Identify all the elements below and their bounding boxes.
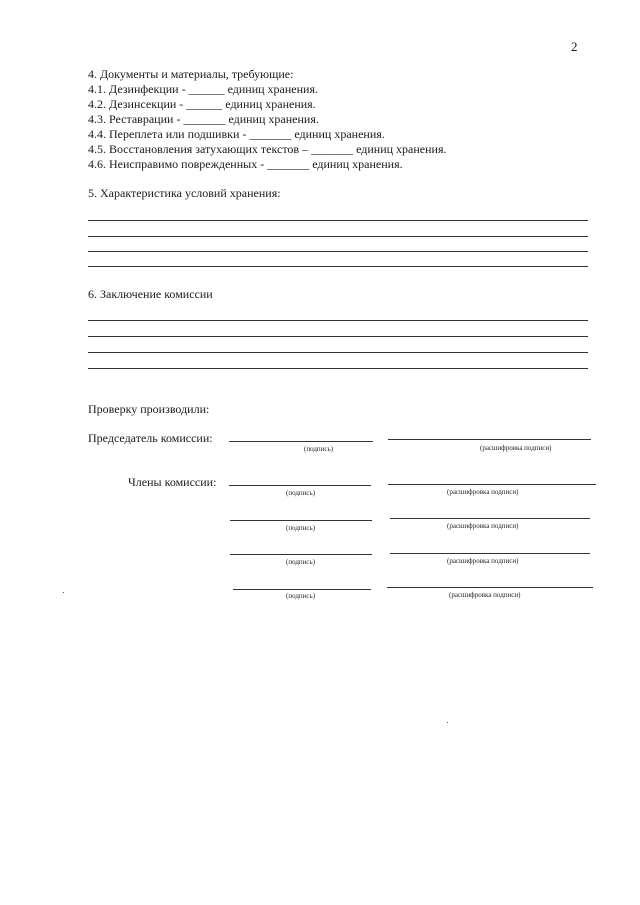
scan-speck — [63, 592, 64, 593]
member-1-signature-caption: (подпись) — [286, 489, 316, 497]
chair-label: Председатель комиссии: — [88, 431, 213, 445]
section-6-heading: 6. Заключение комиссии — [88, 287, 213, 301]
storage-conditions-line-4 — [88, 266, 588, 267]
section-4-item-1: 4.1. Дезинфекции - ______ единиц хранения. — [88, 82, 318, 96]
member-4-decoding-caption: (расшифровка подписи) — [449, 591, 521, 599]
section-4-item-3: 4.3. Реставрации - _______ единиц хранения. — [88, 112, 319, 126]
section-4-item-2: 4.2. Дезинсекции - ______ единиц хранения. — [88, 97, 316, 111]
member-3-signature-caption: (подпись) — [286, 558, 316, 566]
member-4-decoding-line — [387, 587, 593, 588]
section-4-item-4: 4.4. Переплета или подшивки - _______ единиц хранения. — [88, 127, 385, 141]
conclusion-line-2 — [88, 336, 588, 337]
member-2-decoding-caption: (расшифровка подписи) — [447, 522, 519, 530]
member-4-signature-line — [233, 589, 371, 590]
scan-speck — [447, 722, 448, 723]
member-2-signature-line — [230, 520, 372, 521]
conclusion-line-1 — [88, 320, 588, 321]
section-4-item-6: 4.6. Неисправимо поврежденных - _______ единиц хранения. — [88, 157, 403, 171]
members-label: Члены комиссии: — [128, 475, 217, 489]
member-1-decoding-caption: (расшифровка подписи) — [447, 488, 519, 496]
storage-conditions-line-2 — [88, 236, 588, 237]
member-4-signature-caption: (подпись) — [286, 592, 316, 600]
storage-conditions-line-1 — [88, 220, 588, 221]
chair-signature-caption: (подпись) — [304, 445, 334, 453]
conclusion-line-4 — [88, 368, 588, 369]
storage-conditions-line-3 — [88, 251, 588, 252]
member-1-decoding-line — [388, 484, 596, 485]
chair-signature-line — [229, 441, 373, 442]
inspection-intro: Проверку производили: — [88, 402, 210, 416]
chair-decoding-caption: (расшифровка подписи) — [480, 444, 552, 452]
member-2-decoding-line — [390, 518, 590, 519]
chair-decoding-line — [388, 439, 591, 440]
section-5-heading: 5. Характеристика условий хранения: — [88, 186, 281, 200]
member-2-signature-caption: (подпись) — [286, 524, 316, 532]
section-4-heading: 4. Документы и материалы, требующие: — [88, 67, 294, 81]
member-3-decoding-caption: (расшифровка подписи) — [447, 557, 519, 565]
section-4-item-5: 4.5. Восстановления затухающих текстов – _______ единиц хранения. — [88, 142, 447, 156]
conclusion-line-3 — [88, 352, 588, 353]
page-number: 2 — [571, 39, 578, 54]
member-3-decoding-line — [390, 553, 590, 554]
member-1-signature-line — [229, 485, 371, 486]
member-3-signature-line — [230, 554, 372, 555]
